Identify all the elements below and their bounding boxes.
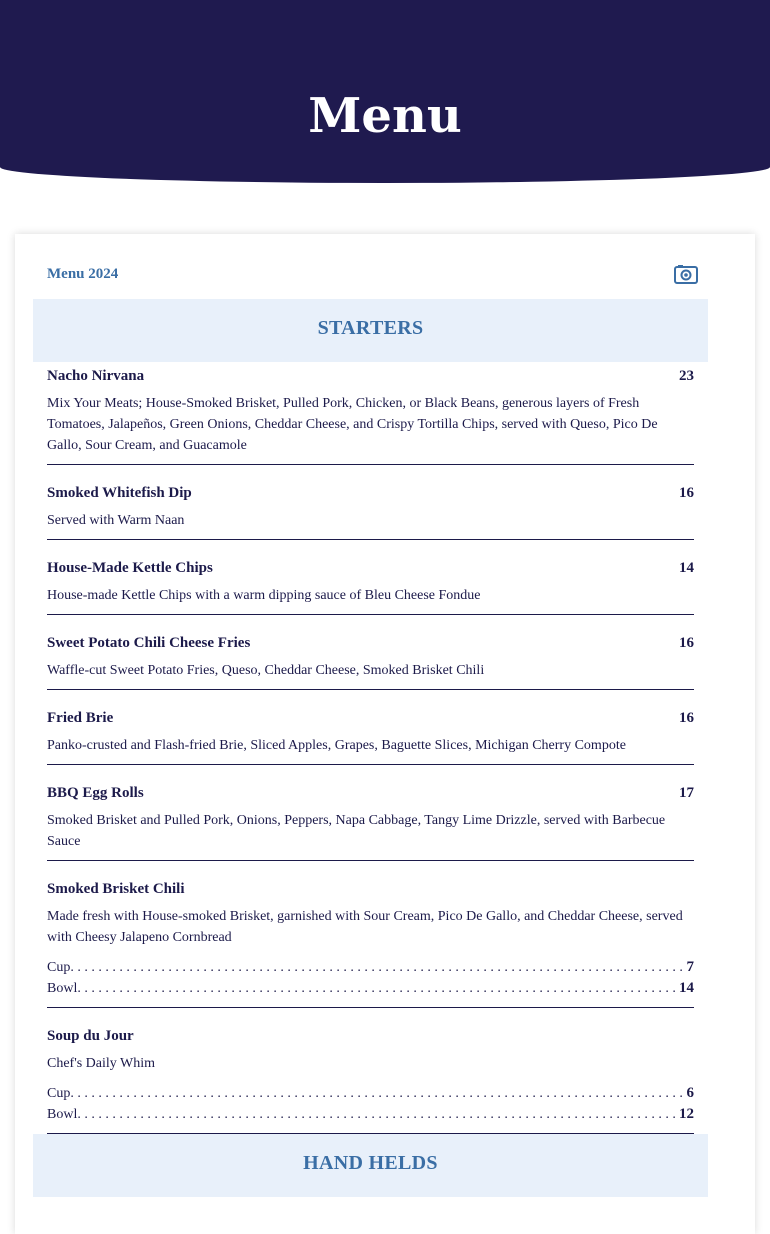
size-price: 12 <box>679 1106 694 1122</box>
section-title: HAND HELDS <box>303 1152 438 1174</box>
section-title: STARTERS <box>317 317 424 339</box>
menu-card <box>15 234 755 1234</box>
size-options <box>47 1083 694 1125</box>
size-price: 7 <box>686 959 694 975</box>
item-name: House-Made Kettle Chips <box>47 559 213 576</box>
size-price: 14 <box>679 980 694 996</box>
section-starters <box>33 299 708 362</box>
menu-item <box>47 362 694 465</box>
menu-item <box>47 1022 694 1134</box>
item-price: 17 <box>679 784 694 801</box>
starters-list <box>47 362 694 1148</box>
item-description: Mix Your Meats; House-Smoked Brisket, Pulled Pork, Chicken, or Black Beans, generous layers of Fresh Tomatoes, Jalapeños, Green Onions, Cheddar Cheese, and Crispy Tortilla Chips, served with Queso, Pico De Gallo, Sour Cream, and Guacamole <box>47 396 658 453</box>
menu-item <box>47 554 694 615</box>
size-option <box>47 957 694 978</box>
item-price: 23 <box>679 367 694 384</box>
item-name: BBQ Egg Rolls <box>47 784 144 801</box>
section-hand-helds <box>33 1134 708 1197</box>
size-option <box>47 1083 694 1104</box>
item-name: Sweet Potato Chili Cheese Fries <box>47 634 251 651</box>
size-label: Cup <box>47 960 71 975</box>
item-price: 16 <box>679 634 694 651</box>
item-name: Soup du Jour <box>47 1027 134 1044</box>
size-option <box>47 978 694 999</box>
item-price: 16 <box>679 709 694 726</box>
item-description: Waffle-cut Sweet Potato Fries, Queso, Cheddar Cheese, Smoked Brisket Chili <box>47 663 485 678</box>
menu-year-label: Menu 2024 <box>47 266 119 282</box>
item-description: Smoked Brisket and Pulled Pork, Onions, Peppers, Napa Cabbage, Tangy Lime Drizzle, served with Barbecue Sauce <box>47 813 666 849</box>
menu-item <box>47 704 694 765</box>
size-option <box>47 1104 694 1125</box>
item-description: House-made Kettle Chips with a warm dipping sauce of Bleu Cheese Fondue <box>47 588 481 603</box>
dot-leader <box>77 978 679 999</box>
dot-leader <box>70 1083 686 1104</box>
card-header <box>47 264 697 290</box>
dot-leader <box>77 1104 679 1125</box>
size-label: Bowl <box>47 1107 78 1122</box>
menu-item <box>47 479 694 540</box>
size-label: Bowl <box>47 981 78 996</box>
item-description: Served with Warm Naan <box>47 513 185 528</box>
size-price: 6 <box>686 1085 694 1101</box>
dot-leader <box>70 957 686 978</box>
item-name: Smoked Whitefish Dip <box>47 484 192 501</box>
item-description: Made fresh with House-smoked Brisket, garnished with Sour Cream, Pico De Gallo, and Cheddar Cheese, served with Cheesy Jalapeno Cornbread <box>47 909 683 945</box>
item-price: 16 <box>679 484 694 501</box>
page-title: Menu <box>308 88 462 144</box>
item-name: Fried Brie <box>47 709 114 726</box>
camera-icon[interactable] <box>674 264 698 284</box>
item-name: Nacho Nirvana <box>47 367 145 384</box>
size-label: Cup <box>47 1086 71 1101</box>
item-name: Smoked Brisket Chili <box>47 880 185 897</box>
menu-item <box>47 875 694 1008</box>
item-description: Chef's Daily Whim <box>47 1056 156 1071</box>
menu-item <box>47 629 694 690</box>
item-description: Panko-crusted and Flash-fried Brie, Sliced Apples, Grapes, Baguette Slices, Michigan Cherry Compote <box>47 738 626 753</box>
item-price: 14 <box>679 559 694 576</box>
menu-item <box>47 779 694 861</box>
size-options <box>47 957 694 999</box>
